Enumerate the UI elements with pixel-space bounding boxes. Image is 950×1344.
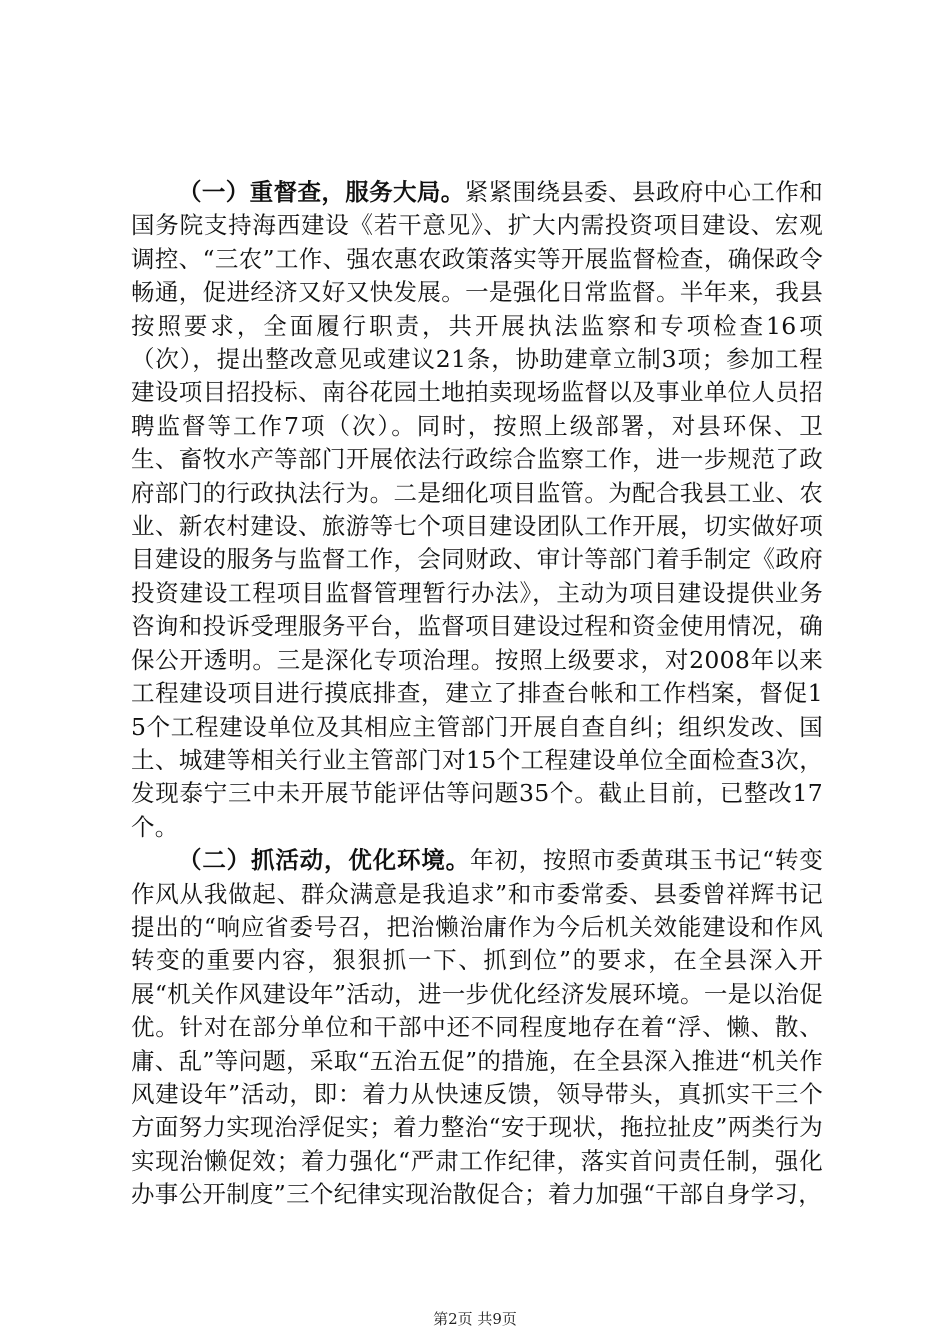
paragraph-2-heading: （二）抓活动，优化环境。	[178, 846, 471, 875]
paragraph-1-body: 紧紧围绕县委、县政府中心工作和国务院支持海西建设《若干意见》、扩大内需投资项目建设、宏观调控、“三农”工作、强农惠农政策落实等开展监督检查，确保政令畅通，促进经济又好又快发展。一是强化日常监督。半年来，我县按照要求，全面履行职责，共开展执法监察和专项检查16项（次），提出整改意见或建议21条，协助建章立制3项；参加工程建设项目招投标、南谷花园土地拍卖现场监督以及事业单位人员招聘监督等工作7项（次）。同时，按照上级部署，对县环保、卫生、畜牧水产等部门开展依法行政综合监察工作，进一步规范了政府部门的行政执法行为。二是细化项目监管。为配合我县工业、农业、新农村建设、旅游等七个项目建设团队工作开展，切实做好项目建设的服务与监督工作，会同财政、审计等部门着手制定《政府投资建设工程项目监督管理暂行办法》，主动为项目建设提供业务咨询和投诉受理服务平台，监督项目建设过程和资金使用情况，确保公开透明。三是深化专项治理。按照上级要求，对2008年以来工程建设项目进行摸底排查，建立了排查台帐和工作档案，督促15个工程建设单位及其相应主管部门开展自查自纠；组织发改、国土、城建等相关行业主管部门对15个工程建设单位全面检查3次，发现泰宁三中未开展节能评估等问题35个。截止目前，已整改17个。	[131, 178, 823, 841]
paragraph-2	[131, 844, 823, 1211]
page-footer: 第2页 共9页	[433, 1310, 517, 1328]
paragraph-2-body: 年初，按照市委黄琪玉书记“转变作风从我做起、群众满意是我追求”和市委常委、县委曾祥辉书记提出的“响应省委号召，把治懒治庸作为今后机关效能建设和作风转变的重要内容，狠狠抓一下、抓到位”的要求，在全县深入开展“机关作风建设年”活动，进一步优化经济发展环境。一是以治促优。针对在部分单位和干部中还不同程度地存在着“浮、懒、散、庸、乱”等问题，采取“五治五促”的措施，在全县深入推进“机关作风建设年”活动，即：着力从快速反馈，领导带头，真抓实干三个方面努力实现治浮促实；着力整治“安于现状，拖拉扯皮”两类行为实现治懒促效；着力强化“严肃工作纪律，落实首问责任制，强化办事公开制度”三个纪律实现治散促合；着力加强“干部自身学习，	[131, 846, 824, 1209]
paragraph-1-heading: （一）重督查，服务大局。	[178, 178, 465, 206]
paragraph-1	[131, 176, 823, 844]
document-body	[131, 176, 823, 1212]
